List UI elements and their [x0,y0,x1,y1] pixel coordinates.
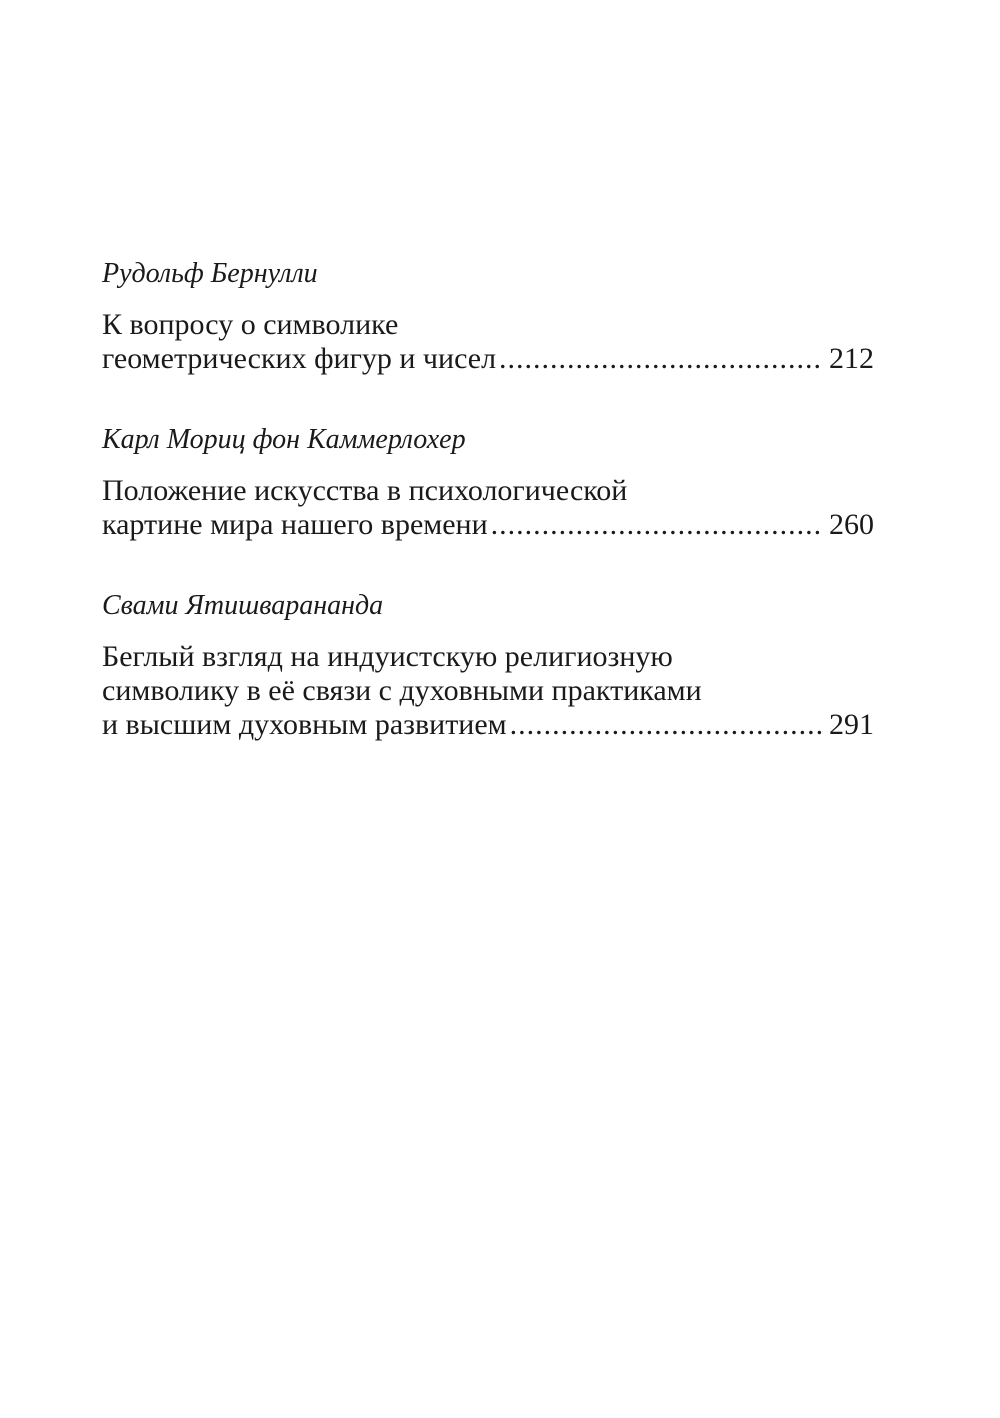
entry-title-text: и высшим духовным развитием [102,708,507,741]
entry-title-text: геометрических фигур и чисел [102,342,497,375]
toc-entry [102,420,874,542]
entry-title-last-line[interactable] [102,342,874,376]
dot-leader [491,508,823,542]
toc-entry [102,254,874,376]
entry-author: Свами Ятишварананда [102,590,384,621]
entry-title-line: Беглый взгляд на индуистскую религиозную [102,640,673,673]
entry-author: Карл Мориц фон Каммерлохер [102,424,466,455]
entry-title-last-line[interactable] [102,508,874,542]
entry-page-number: 291 [829,708,874,741]
entry-page-number: 260 [829,508,874,541]
entry-title-text: картине мира нашего времени [102,508,488,541]
entry-page-number: 212 [829,342,874,375]
toc-entry [102,586,874,742]
entry-title-line: К вопросу о символике [102,308,399,341]
dot-leader [499,342,823,376]
entry-author: Рудольф Бернулли [102,258,318,289]
table-of-contents [102,254,874,742]
entry-title-line: символику в её связи с духовными практиками [102,674,702,707]
dot-leader [510,708,823,742]
entry-title-last-line[interactable] [102,708,874,742]
entry-title-line: Положение искусства в психологической [102,474,628,507]
